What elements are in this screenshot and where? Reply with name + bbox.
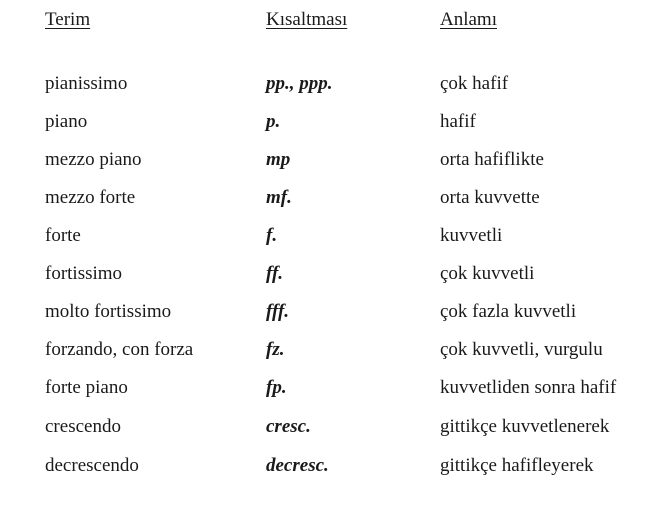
row-term: forte piano	[45, 377, 128, 398]
row-abbreviation: cresc.	[266, 416, 311, 437]
row-abbreviation: decresc.	[266, 455, 329, 476]
row-term: fortissimo	[45, 263, 123, 284]
row-meaning: çok kuvvetli, vurgulu	[440, 339, 603, 360]
row-abbreviation: p.	[266, 111, 281, 132]
row-abbreviation: fz.	[266, 339, 285, 360]
row-meaning: orta hafiflikte	[440, 149, 544, 170]
row-term: mezzo forte	[45, 187, 136, 208]
table-row	[0, 260, 656, 288]
table-header	[0, 6, 656, 34]
table-row	[0, 413, 656, 441]
row-meaning: çok fazla kuvvetli	[440, 301, 577, 322]
table-row	[0, 298, 656, 326]
header-meaning: Anlamı	[440, 9, 497, 30]
row-term: piano	[45, 111, 88, 132]
row-term: forzando, con forza	[45, 339, 194, 360]
row-abbreviation: fp.	[266, 377, 287, 398]
table-row	[0, 70, 656, 98]
row-meaning: orta kuvvette	[440, 187, 540, 208]
header-term: Terim	[45, 9, 91, 30]
row-abbreviation: fff.	[266, 301, 290, 322]
row-meaning: kuvvetliden sonra hafif	[440, 377, 617, 398]
table-row	[0, 452, 656, 480]
row-meaning: kuvvetli	[440, 225, 503, 246]
table-row	[0, 146, 656, 174]
row-abbreviation: f.	[266, 225, 278, 246]
table-row	[0, 374, 656, 402]
row-meaning: hafif	[440, 111, 476, 132]
row-abbreviation: mf.	[266, 187, 292, 208]
row-term: crescendo	[45, 416, 121, 437]
row-term: mezzo piano	[45, 149, 142, 170]
header-abbreviation: Kısaltması	[266, 9, 348, 30]
table-row	[0, 222, 656, 250]
row-meaning: çok hafif	[440, 73, 509, 94]
row-meaning: gittikçe hafifleyerek	[440, 455, 594, 476]
table-row	[0, 108, 656, 136]
row-term: decrescendo	[45, 455, 139, 476]
row-term: pianissimo	[45, 73, 128, 94]
table-row	[0, 184, 656, 212]
row-abbreviation: ff.	[266, 263, 284, 284]
row-meaning: çok kuvvetli	[440, 263, 535, 284]
row-abbreviation: pp., ppp.	[266, 73, 333, 94]
row-meaning: gittikçe kuvvetlenerek	[440, 416, 610, 437]
row-term: forte	[45, 225, 81, 246]
table-row	[0, 336, 656, 364]
row-term: molto fortissimo	[45, 301, 172, 322]
row-abbreviation: mp	[266, 149, 291, 170]
